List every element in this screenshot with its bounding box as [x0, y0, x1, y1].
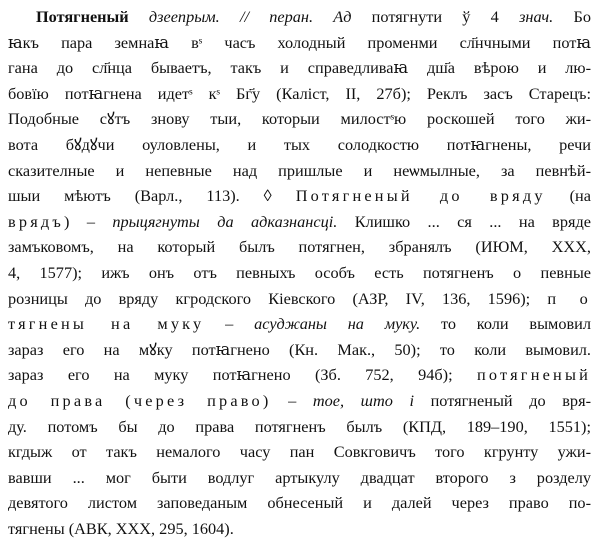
spaced-phrase: п о [547, 288, 591, 308]
text-segment: 4, 1577); ижъ онъ отъ певныхъ особъ есть потягненъ о певные [8, 262, 591, 282]
text-segment: потягнути ў 4 [351, 7, 520, 26]
text-segment: ду. потомъ бы до права потягненъ былъ (КПД, 189–190, 1551); [8, 416, 591, 436]
entry-line [8, 55, 591, 81]
text-segment: потягненый до вря- [413, 390, 591, 410]
italic-text: дзеепрым. // перан. Ад [128, 7, 352, 26]
text-segment: сказителные и непевные над пришлые и неѡмылные, за певнѣй- [8, 160, 591, 180]
text-segment: (на [545, 186, 591, 206]
entry-line [8, 388, 591, 414]
entry-line [8, 490, 591, 516]
text-segment: то коли вымовил [420, 314, 591, 334]
text-segment: вавши ... мог быти водлуг артыкулу двадцат второго з розделу [8, 467, 591, 487]
italic-text: асуджаны на муку. [254, 314, 421, 334]
entry-line [8, 311, 591, 337]
text-segment: гана до сл҃нца бываетъ, такъ и справедливаꙗ дш҃а вѣрою и лю- [8, 58, 591, 78]
entry-line [8, 106, 591, 132]
entry-line [8, 4, 591, 30]
entry-line [8, 81, 591, 107]
italic-text: тое, што і [312, 390, 414, 410]
italic-text: прыцягнуты да адказнансці. [112, 211, 338, 231]
entry-line [8, 337, 591, 363]
text-segment: розницы до вряду кгродского Кіевского (АЗР, IV, 136, 1596); [8, 288, 548, 308]
text-segment: зараз его на мꙋку потꙗгнено (Кн. Мак., 50); то коли вымовил. [8, 339, 591, 359]
text-segment: бовїю потꙗгнена идетˢ кˢ Бг҃у (Каліст, ІІ, 27б); Реклъ засъ Старецъ: [8, 83, 591, 103]
entry-line [8, 516, 591, 541]
entry-line [8, 439, 591, 465]
spaced-phrase: потягненый [476, 365, 591, 385]
entry-line [8, 30, 591, 56]
text-segment: вота бꙋдꙋчи оуловлены, и тых солодкостю потꙗгнены, речи [8, 134, 591, 154]
text-segment: ꙗкъ пара земнаꙗ вˢ часъ холодный променми сл҃нчными потꙗ [8, 32, 591, 52]
entry-line [8, 132, 591, 158]
text-segment: девятого листом заповеданым обнесеный и далей через право по- [8, 493, 591, 513]
spaced-phrase: врядъ [8, 211, 65, 231]
entry-line [8, 414, 591, 440]
spaced-phrase: Потягненый до вряду [295, 186, 546, 206]
text-segment: Бо [553, 7, 591, 26]
text-segment: тягнены (АВК, XXX, 295, 1604). [8, 518, 234, 538]
text-segment: ) – [64, 211, 113, 231]
headword: Потягненый [36, 7, 129, 26]
entry-line [8, 465, 591, 491]
text-segment: замъковомъ, на который былъ потягнен, збранялъ (ИЮМ, XXX, [8, 237, 591, 257]
entry-line [8, 209, 591, 235]
text-segment: зараз его на муку потꙗгнено (Зб. 752, 94б); [8, 365, 477, 385]
entry-line [8, 362, 591, 388]
entry-line [8, 234, 591, 260]
text-segment: – [271, 390, 313, 410]
spaced-phrase: до права (через право) [8, 390, 272, 410]
italic-text: знач. [519, 7, 554, 26]
spaced-phrase: тягнены на муку [8, 314, 205, 334]
entry-line [8, 260, 591, 286]
entry-line [8, 158, 591, 184]
text-segment: – [204, 314, 255, 334]
text-segment: кгдыж от такъ немалого часу пан Совкговичъ того кгрунту ужи- [8, 442, 591, 462]
dictionary-entry [8, 4, 591, 541]
text-segment: Клишко ... ся ... на вряде [337, 211, 592, 231]
text-segment: шыи мѣютъ (Варл., 113). ◊ [8, 186, 296, 206]
entry-line [8, 183, 591, 209]
text-segment: Подобные сꙋтъ знову тыи, которыи милостˢю роскошей того жи- [8, 109, 591, 129]
entry-line [8, 286, 591, 312]
